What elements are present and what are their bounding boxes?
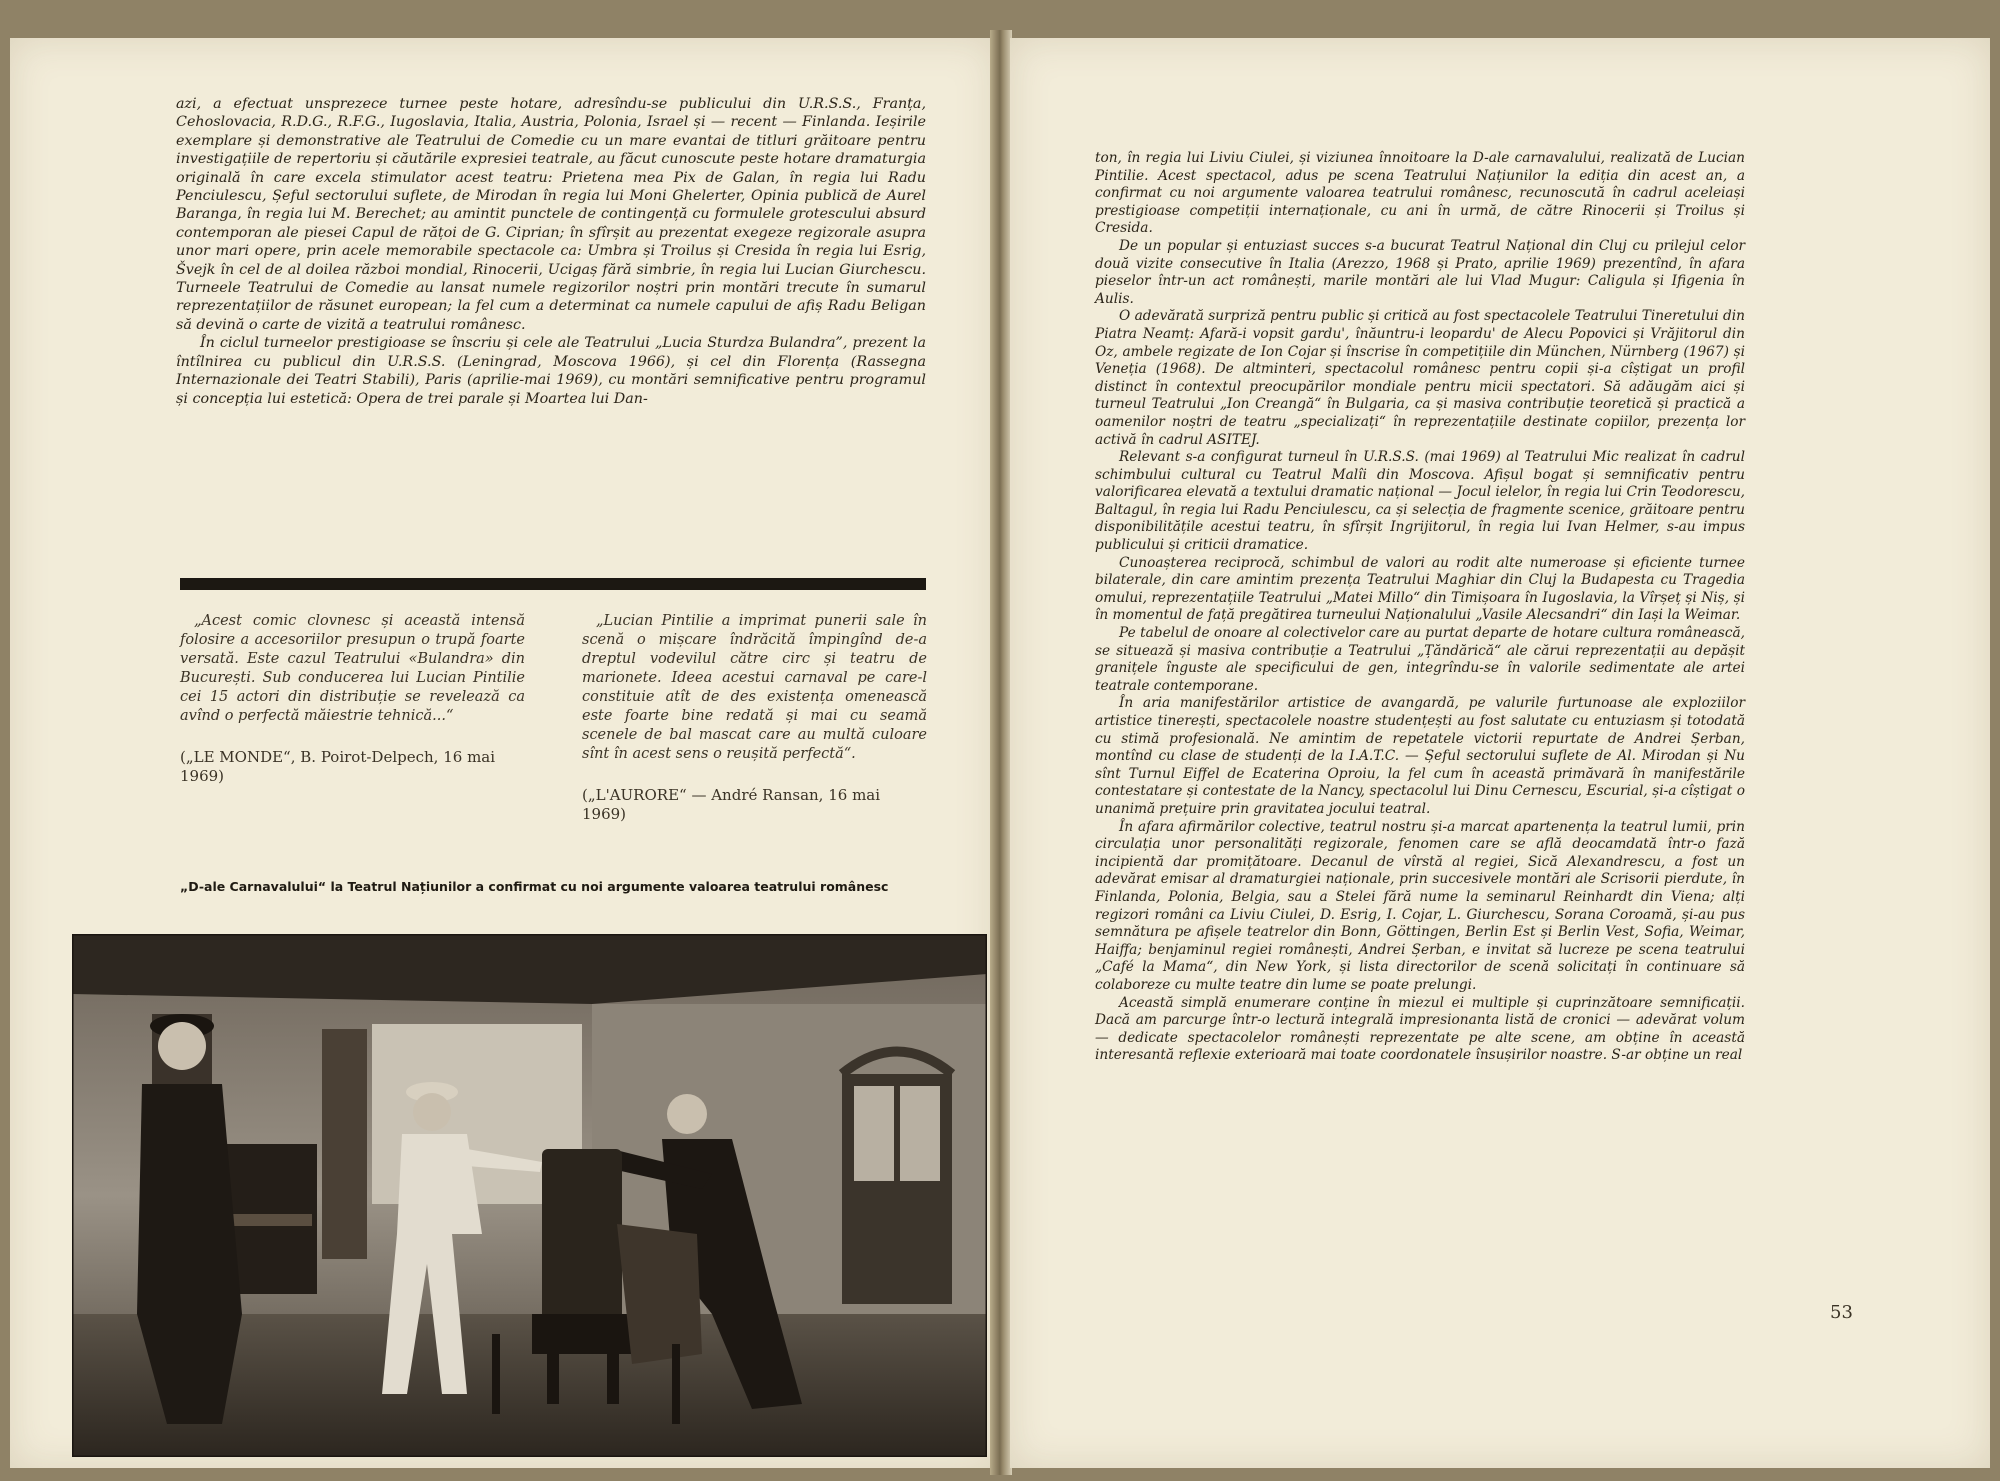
left-paragraph-2: În ciclul turneelor prestigioase se înscriu și cele ale Teatrului „Lucia Sturdza Bulandra”, prezent la întîlnirea cu publicul din U.R.S.S. (Leningrad, Moscova 1966), și cel din Florența (Rassegna Internazionale dei Teatri Stabili), Paris (aprilie-mai 1969), cu montări semnificative pentru programul și concepția lui estetică: Opera de trei parale și Moartea lui Dan- [176,335,926,407]
quote-source: („L'AURORE“ — André Ransan, 16 mai 1969) [582,786,881,823]
photo-caption: „D-ale Carnavalului“ la Teatrul Națiunilor a confirmat cu noi argumente valoarea teatrului românesc [180,879,889,894]
quote-source: („LE MONDE“, B. Poirot-Delpech, 16 mai 1969) [180,748,496,785]
right-paragraph-5: Cunoașterea reciprocă, schimbul de valori au rodit alte numeroase și eficiente turnee bilaterale, din care amintim prezența Teatrului Maghiar din Cluj la Budapesta cu Tragedia omului, reprezentațiile Teatrului „Matei Millo“ din Timișoara în Iugoslavia, la Vîrșeț și Niș, și în momentul de față pregătirea turneului Naționalului „Vasile Alecsandri“ din Iași la Weimar. [1095,554,1745,624]
page-number: 53 [1830,1302,1853,1323]
stage-scene-illustration [72,934,987,1457]
quote-text: „Lucian Pintilie a imprimat punerii sale în scenă o mișcare îndrăcită împingînd de-a dreptul vodevilul către circ și teatru de marionete. Ideea acestui carnaval pe care-l constituie atît de des existența omenească este foarte bine redată și mai cu seamă scenele de bal mascat care au multă culoare sînt în acest sens o reușită perfectă“. [582,613,927,762]
stage-photograph [72,934,987,1457]
right-paragraph-3: O adevărată surpriză pentru public și critică au fost spectacolele Teatrului Tineretului din Piatra Neamț: Afară-i vopsit gardu', înăuntru-i leopardu' de Alecu Popovici și Vrăjitorul din Oz, ambele regizate de Ion Cojar și înscrise în competițiile din München, Nürnberg (1967) și Veneția (1968). De altminteri, spectacolul românesc pentru copii și-a cîștigat un profil distinct în contextul preocupărilor mondiale pentru micii spectatori. Să adăugăm aici și turneul Teatrului „Ion Creangă“ în Bulgaria, ca și masiva contribuție teoretică și practică a oamenilor noștri de teatru „specializați“ în reprezentațiile destinate copiilor, prezența lor activă în cadrul ASITEJ. [1095,308,1745,448]
left-paragraph-1: azi, a efectuat unsprezece turnee peste hotare, adresîndu-se publicului din U.R.S.S., Franța, Cehoslovacia, R.D.G., R.F.G., Iugoslavia, Italia, Austria, Polonia, Israel și — recent — Finlanda. Ieșirile exemplare și demonstrative ale Teatrului de Comedie cu un mare evantai de titluri grăitoare pentru investigațiile de repertoriu și căutările expresiei teatrale, au făcut cunoscute peste hotare dramaturgia originală în care excela stimulator acest teatru: Prietena mea Pix de Galan, în regia lui Radu Penciulescu, Șeful sectorului suflete, de Mirodan în regia lui Moni Ghelerter, Opinia publică de Aurel Baranga, în regia lui M. Berechet; au amintit punctele de contingență cu formulele grotescului absurd contemporan ale piesei Capul de rățoi de G. Ciprian; în sfîrșit au prezentat exegeze regizorale asupra unor mari opere, prin acele memorabile spectacole ca: Umbra și Troilus și Cresida în regia lui Esrig, Švejk în cel de al doilea război mondial, Rinocerii, Ucigaș fără simbrie, în regia lui Lucian Giurchescu. Turneele Teatrului de Comedie au lansat numele regizorilor noștri prin montări trecute în sumarul reprezentațiilor de răsunet european; la fel cum a determinat ca numele capului de afiș Radu Beligan să devină o carte de vizită a teatrului românesc. [176,96,926,333]
quote-text: „Acest comic clovnesc și această intensă folosire a accesoriilor presupun o trupă foarte versată. Este cazul Teatrului «Bulandra» din București. Sub conducerea lui Lucian Pintilie cei 15 actori din distribuție se revelează ca avînd o perfectă măiestrie tehnică...“ [180,613,525,724]
right-paragraph-4: Relevant s-a configurat turneul în U.R.S.S. (mai 1969) al Teatrului Mic realizat în cadrul schimbului cultural cu Teatrul Malîi din Moscova. Afișul bogat și semnificativ pentru valorificarea elevată a textului dramatic național — Jocul ielelor, în regia lui Crin Teodorescu, Baltagul, în regia lui Radu Penciulescu, ca și selecția de fragmente scenice, grăitoare pentru disponibilitățile acestui teatru, în sfîrșit Ingrijitorul, în regia lui Ivan Helmer, s-au impus publicului și criticii dramatice. [1095,449,1745,554]
right-paragraph-7: În aria manifestărilor artistice de avangardă, pe valurile furtunoase ale exploziilor artistice tinerești, spectacolele noastre studențești au fost salutate cu entuziasm și totodată cu stimă profesională. Ne amintim de repetatele victorii repurtate de Andrei Șerban, montînd cu clase de studenți de la I.A.T.C. — Șeful sectorului suflete de Al. Mirodan și Nu sînt Turnul Eiffel de Ecaterina Oproiu, la fel cum în această primăvară în manifestările contestatare și contestate de la Nancy, spectacolul lui Dinu Cernescu, Escurial, și-a cîștigat o unanimă prețuire prin gravitatea jocului teatral. [1095,695,1745,817]
right-paragraph-9: Această simplă enumerare conține în miezul ei multiple și cuprinzătoare semnificații. Dacă am parcurge într-o lectură integrală impresionanta listă de cronici — adevărat volum — dedicate spectacolelor românești reprezentate pe alte scene, am obține în această interesantă reflexie exterioară mai toate coordonatele însușirilor noastre. S-ar obține un real [1095,994,1745,1064]
left-article-text [176,95,926,408]
right-paragraph-8: În afara afirmărilor colective, teatrul nostru și-a marcat apartenența la teatrul lumii, prin circulația unor personalități regizorale, fenomen care se află deocamdată într-o fază incipientă dar promițătoare. Decanul de vîrstă al regiei, Sică Alexandrescu, a fost un adevărat emisar al dramaturgiei naționale, prin succesivele montări ale Scrisorii pierdute, în Finlanda, Polonia, Belgia, sau a Stelei fără nume la seminarul Reinhardt din Viena; alți regizori români ca Liviu Ciulei, D. Esrig, I. Cojar, L. Giurchescu, Sorana Coroamă, și-au pus semnătura pe afișele teatrelor din Bonn, Göttingen, Berlin Est și Berlin Vest, Sofia, Weimar, Haiffa; benjaminul regiei românești, Andrei Șerban, e invitat să lucreze pe scena teatrului „Café la Mama“, din New York, și lista directorilor de scenă solicitați în continuare să colaboreze cu multe teatre din lume se poate prelungi. [1095,818,1745,993]
right-paragraph-1: ton, în regia lui Liviu Ciulei, și viziunea înnoitoare la D-ale carnavalului, realizată de Lucian Pintilie. Acest spectacol, adus pe scena Teatrului Națiunilor la ediția din acest an, a confirmat cu noi argumente valoarea teatrului românesc, recunoscută în cadrul aceleiași prestigioase competiții internaționale, cu ani în urmă, de către Rinocerii și Troilus și Cresida. [1095,150,1745,237]
right-article-text [1095,150,1745,1065]
right-paragraph-2: De un popular și entuziast succes s-a bucurat Teatrul Național din Cluj cu prilejul celor două vizite consecutive în Italia (Arezzo, 1968 și Prato, aprilie 1969) prezentînd, în afara pieselor într-un act românești, marile montări ale lui Vlad Mugur: Caligula și Ifigenia în Aulis. [1095,237,1745,307]
press-quote-l-aurore [582,612,927,824]
right-paragraph-6: Pe tabelul de onoare al colectivelor care au purtat departe de hotare cultura românească, se situează și masiva contribuție a Teatrului „Țăndărică“ ale cărui reprezentații au depășit granițele înguste ale specificului de gen, integrîndu-se în valorile sedimentate ale artei teatrale contemporane. [1095,625,1745,694]
book-gutter [990,30,1012,1475]
press-quote-le-monde [180,612,525,786]
section-divider-bar [180,578,926,590]
